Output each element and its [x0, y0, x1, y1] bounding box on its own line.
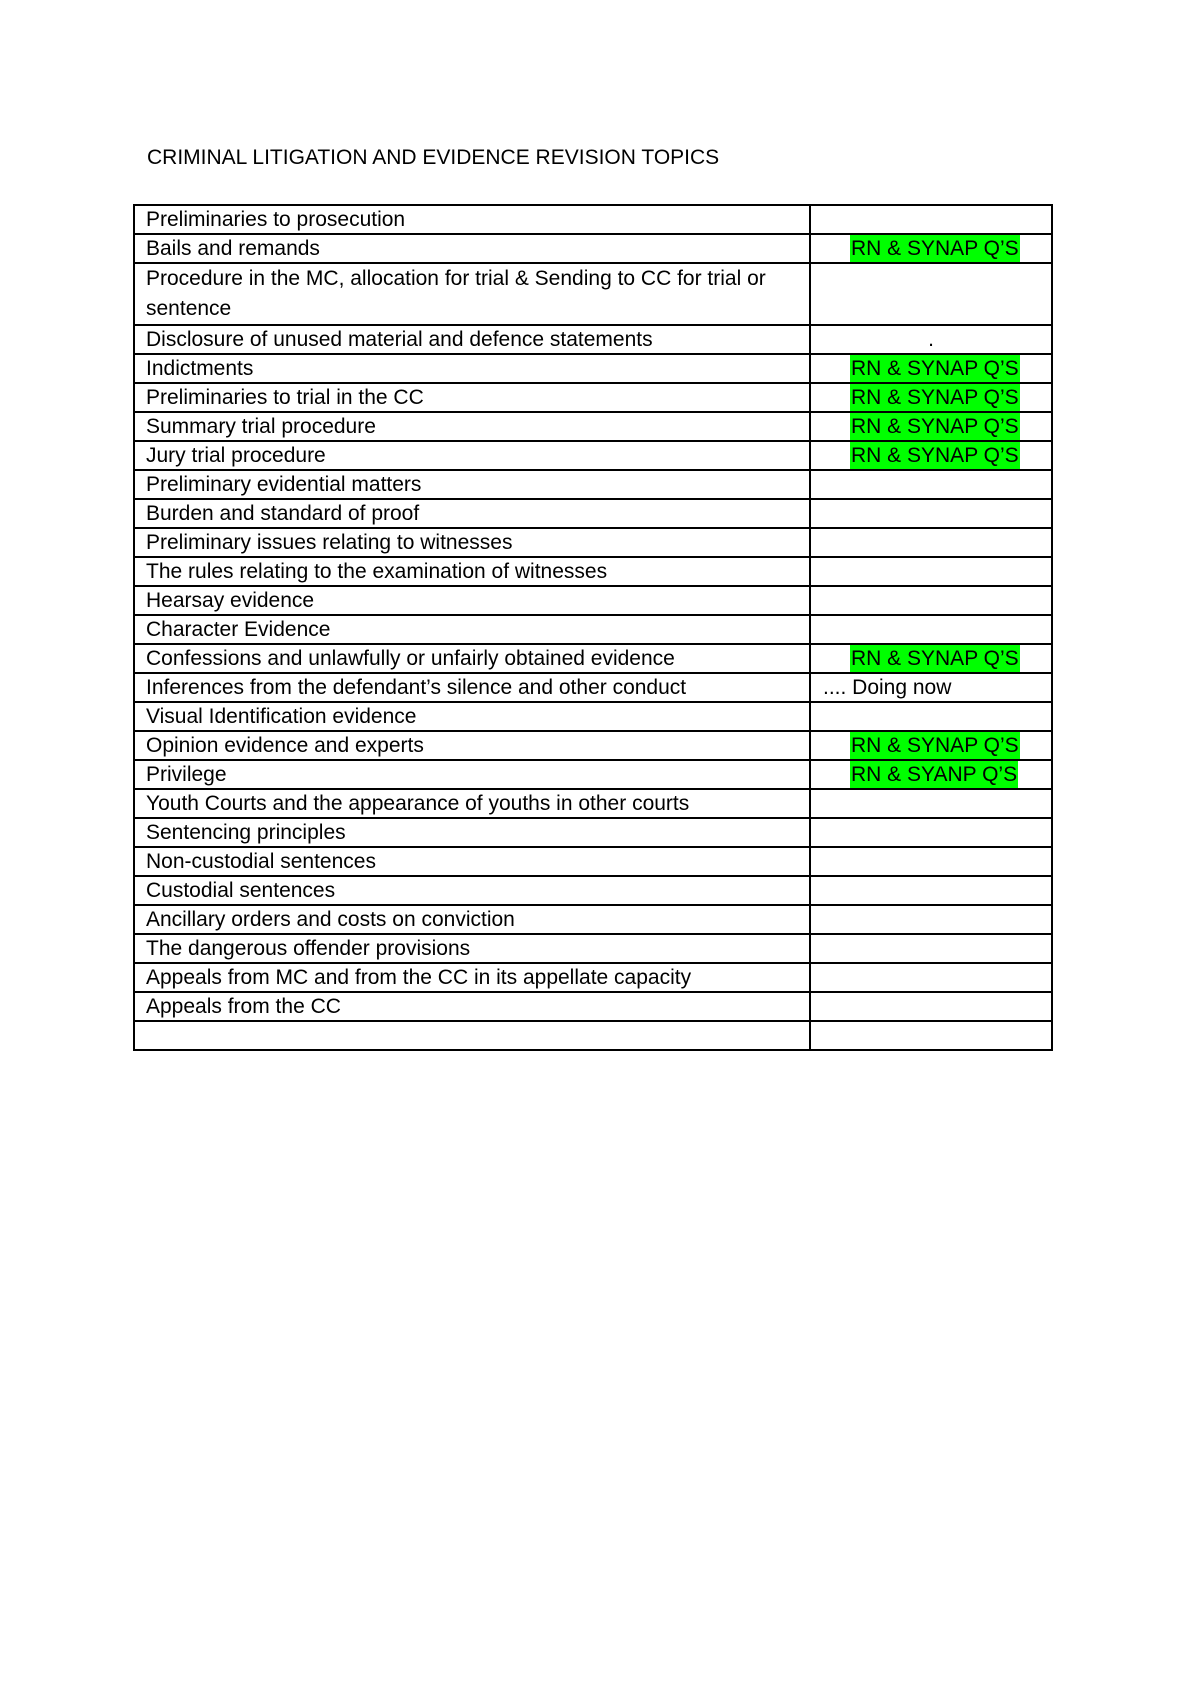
status-highlight: RN & SYANP Q’S — [851, 763, 1018, 786]
status-highlight: RN & SYNAP Q’S — [851, 647, 1019, 670]
table-row — [134, 234, 1052, 263]
table-row — [134, 702, 1052, 731]
table-row — [134, 992, 1052, 1021]
table-row — [134, 557, 1052, 586]
status-cell — [810, 234, 1052, 263]
table-row — [134, 876, 1052, 905]
topic-cell: Youth Courts and the appearance of youths in other courts — [134, 789, 810, 818]
topic-cell: Indictments — [134, 354, 810, 383]
topic-cell: Jury trial procedure — [134, 441, 810, 470]
table-row — [134, 934, 1052, 963]
table-row — [134, 1021, 1052, 1050]
table-row — [134, 673, 1052, 702]
status-cell — [810, 325, 1052, 354]
status-highlight: RN & SYNAP Q’S — [851, 444, 1019, 467]
status-cell — [810, 905, 1052, 934]
page-title: CRIMINAL LITIGATION AND EVIDENCE REVISION TOPICS — [147, 146, 720, 169]
topic-cell: The rules relating to the examination of witnesses — [134, 557, 810, 586]
status-mark: . — [928, 328, 934, 351]
topic-cell: Inferences from the defendant’s silence and other conduct — [134, 673, 810, 702]
topic-cell: Preliminaries to trial in the CC — [134, 383, 810, 412]
table-row — [134, 263, 1052, 325]
status-cell — [810, 528, 1052, 557]
table-row — [134, 412, 1052, 441]
topic-cell: Sentencing principles — [134, 818, 810, 847]
status-cell — [810, 586, 1052, 615]
status-cell — [810, 644, 1052, 673]
topic-cell: Hearsay evidence — [134, 586, 810, 615]
status-cell — [810, 499, 1052, 528]
status-cell — [810, 1021, 1052, 1050]
table-row — [134, 586, 1052, 615]
status-cell — [810, 557, 1052, 586]
table-row — [134, 325, 1052, 354]
status-highlight: RN & SYNAP Q’S — [851, 386, 1019, 409]
table-row — [134, 470, 1052, 499]
status-cell — [810, 470, 1052, 499]
topic-cell: The dangerous offender provisions — [134, 934, 810, 963]
status-highlight: RN & SYNAP Q’S — [851, 237, 1019, 260]
topic-cell: Preliminary issues relating to witnesses — [134, 528, 810, 557]
status-cell — [810, 731, 1052, 760]
table-row — [134, 760, 1052, 789]
status-cell — [810, 934, 1052, 963]
status-cell — [810, 847, 1052, 876]
topic-cell: Visual Identification evidence — [134, 702, 810, 731]
table-row — [134, 354, 1052, 383]
topic-cell — [134, 1021, 810, 1050]
topic-cell: Burden and standard of proof — [134, 499, 810, 528]
table-row — [134, 383, 1052, 412]
status-cell — [810, 354, 1052, 383]
table-row — [134, 499, 1052, 528]
topic-cell: Procedure in the MC, allocation for trial & Sending to CC for trial or sentence — [134, 263, 810, 325]
topic-cell: Ancillary orders and costs on conviction — [134, 905, 810, 934]
status-cell — [810, 876, 1052, 905]
status-cell — [810, 702, 1052, 731]
status-cell — [810, 789, 1052, 818]
topic-cell: Custodial sentences — [134, 876, 810, 905]
status-note: .... Doing now — [823, 676, 952, 699]
topic-cell: Non-custodial sentences — [134, 847, 810, 876]
table-row — [134, 847, 1052, 876]
topic-cell: Bails and remands — [134, 234, 810, 263]
topic-cell: Appeals from MC and from the CC in its appellate capacity — [134, 963, 810, 992]
topic-cell: Preliminary evidential matters — [134, 470, 810, 499]
status-cell — [810, 205, 1052, 234]
topic-cell: Preliminaries to prosecution — [134, 205, 810, 234]
status-cell — [810, 760, 1052, 789]
revision-topics-body — [134, 205, 1052, 1050]
revision-topics-table — [133, 204, 1053, 1051]
topic-cell: Summary trial procedure — [134, 412, 810, 441]
table-row — [134, 731, 1052, 760]
status-cell — [810, 441, 1052, 470]
topic-cell: Disclosure of unused material and defence statements — [134, 325, 810, 354]
table-row — [134, 963, 1052, 992]
status-cell — [810, 615, 1052, 644]
table-row — [134, 818, 1052, 847]
status-highlight: RN & SYNAP Q’S — [851, 357, 1019, 380]
table-row — [134, 615, 1052, 644]
table-row — [134, 905, 1052, 934]
table-row — [134, 205, 1052, 234]
status-cell — [810, 818, 1052, 847]
status-highlight: RN & SYNAP Q’S — [851, 734, 1019, 757]
table-row — [134, 441, 1052, 470]
status-cell — [810, 383, 1052, 412]
topic-cell: Opinion evidence and experts — [134, 731, 810, 760]
topic-cell: Privilege — [134, 760, 810, 789]
status-cell — [810, 673, 1052, 702]
status-cell — [810, 263, 1052, 325]
table-row — [134, 789, 1052, 818]
table-row — [134, 644, 1052, 673]
topic-cell: Character Evidence — [134, 615, 810, 644]
status-cell — [810, 963, 1052, 992]
status-cell — [810, 992, 1052, 1021]
status-highlight: RN & SYNAP Q’S — [851, 415, 1019, 438]
topic-cell: Confessions and unlawfully or unfairly obtained evidence — [134, 644, 810, 673]
topic-cell: Appeals from the CC — [134, 992, 810, 1021]
table-row — [134, 528, 1052, 557]
status-cell — [810, 412, 1052, 441]
